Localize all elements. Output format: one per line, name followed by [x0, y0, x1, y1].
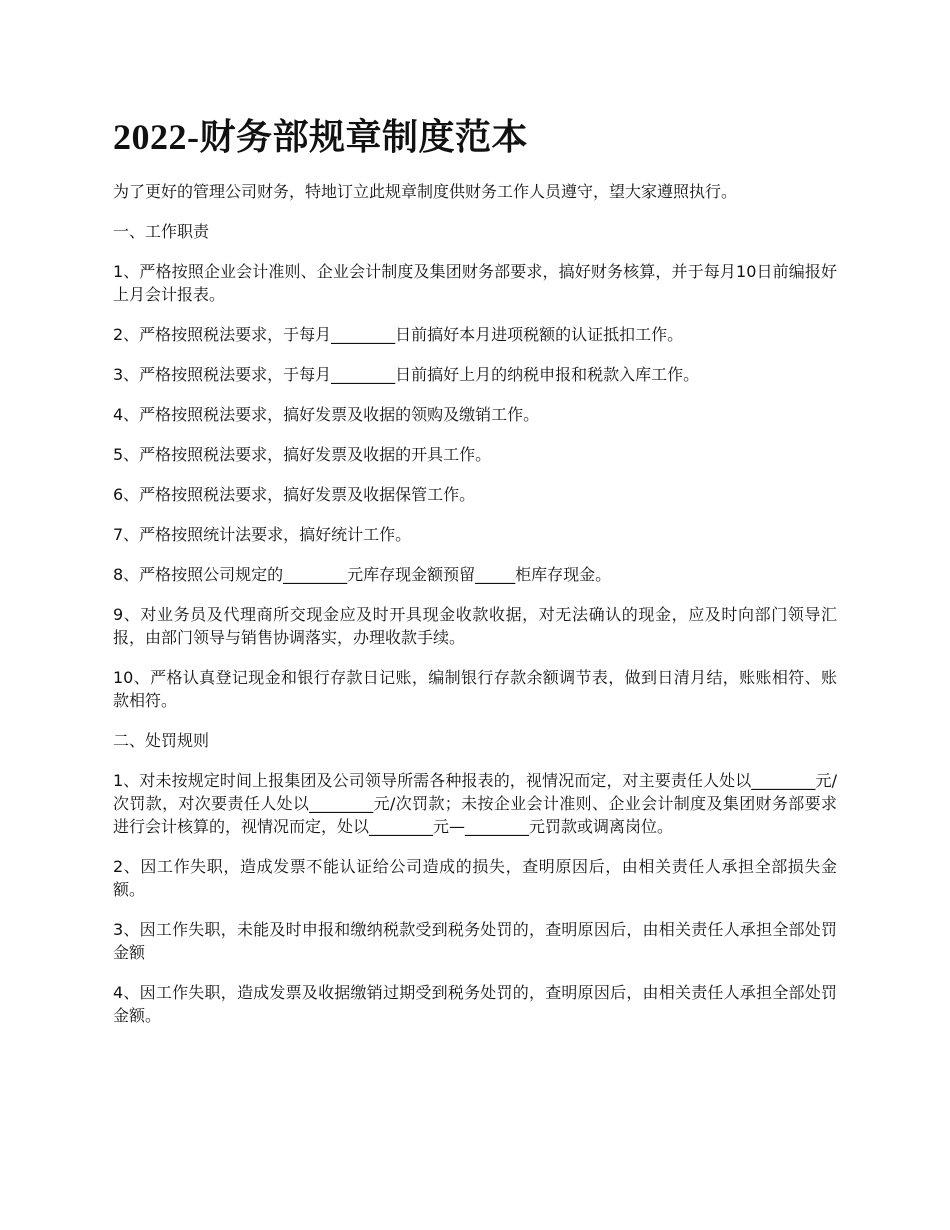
section-heading-penalties: 二、处罚规则	[113, 731, 210, 750]
document-body	[113, 180, 837, 1044]
penalty-item: 1、对未按规定时间上报集团及公司领导所需各种报表的，视情况而定，对主要责任人处以________元/次罚款，对次要责任人处以________元/次罚款；未按企业会计准则、企业会计制度及集团财务部要求进行会计核算的，视情况而定，处以________元—________元罚款或调离岗位。	[113, 771, 837, 836]
penalty-item: 3、因工作失职，未能及时申报和缴纳税款受到税务处罚的，查明原因后，由相关责任人承担全部处罚金额	[113, 920, 837, 962]
duty-item: 4、严格按照税法要求，搞好发票及收据的领购及缴销工作。	[113, 405, 540, 424]
duty-item: 2、严格按照税法要求，于每月________日前搞好本月进项税额的认证抵扣工作。	[113, 325, 684, 344]
duty-item: 3、严格按照税法要求，于每月________日前搞好上月的纳税申报和税款入库工作。	[113, 365, 700, 384]
duty-item: 7、严格按照统计法要求，搞好统计工作。	[113, 525, 412, 544]
duty-item: 5、严格按照税法要求，搞好发票及收据的开具工作。	[113, 445, 492, 464]
section-heading-duties: 一、工作职责	[113, 222, 210, 241]
duty-item: 8、严格按照公司规定的________元库存现金额预留_____柜库存现金。	[113, 565, 612, 584]
penalty-item: 2、因工作失职，造成发票不能认证给公司造成的损失，查明原因后，由相关责任人承担全部损失金额。	[113, 857, 837, 899]
document-title: 2022-财务部规章制度范本	[113, 117, 528, 157]
duty-item: 10、严格认真登记现金和银行存款日记账，编制银行存款余额调节表，做到日清月结，账账相符、账款相符。	[113, 668, 837, 710]
intro-paragraph: 为了更好的管理公司财务，特地订立此规章制度供财务工作人员遵守，望大家遵照执行。	[113, 182, 738, 201]
duty-item: 9、对业务员及代理商所交现金应及时开具现金收款收据，对无法确认的现金，应及时向部门领导汇报，由部门领导与销售协调落实，办理收款手续。	[113, 605, 837, 647]
duty-item: 1、严格按照企业会计准则、企业会计制度及集团财务部要求，搞好财务核算，并于每月10日前编报好上月会计报表。	[113, 262, 837, 304]
duty-item: 6、严格按照税法要求，搞好发票及收据保管工作。	[113, 485, 476, 504]
penalty-item: 4、因工作失职，造成发票及收据缴销过期受到税务处罚的，查明原因后，由相关责任人承担全部处罚金额。	[113, 983, 837, 1025]
